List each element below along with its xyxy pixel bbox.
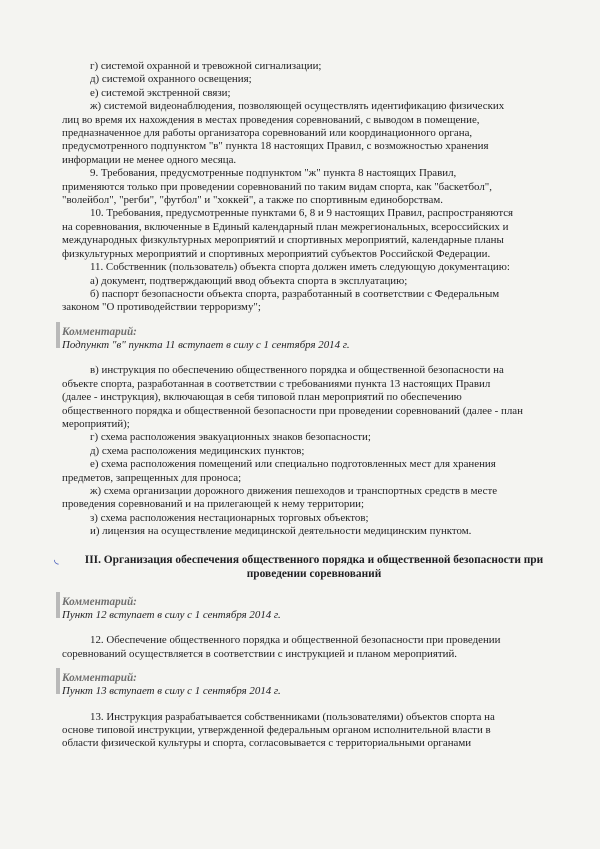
text-line: б) паспорт безопасности объекта спорта, разработанный в соответствии с Федеральным: [90, 287, 500, 300]
text-line: информации не менее одного месяца.: [62, 153, 237, 166]
paragraph-block: [62, 60, 566, 315]
text-line: г) схема расположения эвакуационных знаков безопасности;: [90, 431, 371, 444]
text-line: 9. Требования, предусмотренные подпунктом "ж" пункта 8 настоящих Правил,: [90, 167, 457, 180]
paragraph-block: [62, 364, 566, 538]
text-line: ж) системой видеонаблюдения, позволяющей осуществлять идентификацию физических: [90, 100, 505, 113]
text-line: в) инструкция по обеспечению общественного порядка и общественной безопасности на: [90, 364, 504, 377]
paragraph-block: [62, 711, 566, 751]
pen-mark-icon: ◟: [54, 551, 59, 566]
text-line: (далее - инструкция), включающая в себя типовой план мероприятий по обеспечению: [62, 391, 462, 404]
text-line: 13. Инструкция разрабатывается собственниками (пользователями) объектов спорта на: [90, 710, 495, 723]
comment-box: [58, 671, 566, 699]
comment-title: Комментарий:: [62, 595, 137, 608]
text-line: проведения соревнований и на прилегающей к нему территории;: [62, 498, 365, 511]
text-line: на соревнования, включенные в Единый календарный план межрегиональных, всероссийских и: [62, 220, 509, 233]
text-line: з) схема расположения нестационарных торговых объектов;: [90, 511, 369, 524]
text-line: соревнований осуществляется в соответствии с инструкцией и планом мероприятий.: [62, 647, 458, 660]
section-heading: [54, 551, 566, 581]
text-line: области физической культуры и спорта, согласовывается с территориальными органами: [62, 737, 472, 750]
section-heading-line: III. Организация обеспечения общественного порядка и общественной безопасности при: [84, 553, 544, 566]
comment-text: Пункт 12 вступает в силу с 1 сентября 2014 г.: [62, 608, 281, 621]
text-line: а) документ, подтверждающий ввод объекта спорта в эксплуатацию;: [90, 274, 408, 287]
text-line: 10. Требования, предусмотренные пунктами 6, 8 и 9 настоящих Правил, распространяются: [90, 207, 514, 220]
text-line: лиц во время их нахождения в местах проведения соревнований, с выводом в помещение,: [62, 113, 480, 126]
text-line: объекте спорта, разработанная в соответствии с требованиями пункта 13 настоящих Правил: [62, 377, 491, 390]
text-line: д) системой охранного освещения;: [90, 73, 252, 86]
text-line: основе типовой инструкции, утвержденной федеральным органом исполнительной власти в: [62, 724, 491, 736]
text-line: предусмотренного подпунктом "в" пункта 18 настоящих Правил, с возможностью хранения: [62, 140, 489, 153]
text-line: физкультурных мероприятий и спортивных мероприятий субъектов Российской Федерации.: [62, 247, 491, 260]
text-line: д) схема расположения медицинских пунктов;: [90, 444, 305, 457]
text-line: и) лицензия на осуществление медицинской деятельности медицинским пунктом.: [90, 525, 472, 538]
comment-title: Комментарий:: [62, 325, 137, 338]
text-line: е) схема расположения помещений или специально подготовленных мест для хранения: [90, 458, 496, 471]
comment-text: Пункт 13 вступает в силу с 1 сентября 2014 г.: [62, 685, 281, 697]
text-line: ж) схема организации дорожного движения пешеходов и транспортных средств в месте: [90, 484, 498, 497]
text-line: применяются только при проведении соревнований по таким видам спорта, как "баскетбол",: [62, 180, 492, 193]
text-line: г) системой охранной и тревожной сигнализации;: [90, 60, 322, 72]
comment-box: [58, 325, 566, 353]
text-line: "волейбол", "регби", "футбол" и "хоккей", а также по спортивным единоборствам.: [62, 194, 443, 207]
text-line: международных физкультурных мероприятий и спортивных мероприятий, календарные планы: [62, 234, 504, 247]
text-line: 12. Обеспечение общественного порядка и общественной безопасности при проведении: [90, 634, 501, 647]
comment-title: Комментарий:: [62, 672, 137, 684]
comment-text: Подпункт "в" пункта 11 вступает в силу с 1 сентября 2014 г.: [62, 338, 350, 351]
comment-box: [58, 595, 566, 623]
text-line: е) системой экстренной связи;: [90, 86, 231, 99]
text-line: общественного порядка и общественной безопасности при проведении соревнований (далее - план: [62, 404, 523, 417]
text-line: 11. Собственник (пользователь) объекта спорта должен иметь следующую документацию:: [90, 261, 510, 274]
text-line: законом "О противодействии терроризму";: [62, 301, 261, 314]
text-line: предметов, запрещенных для проноса;: [62, 471, 242, 484]
text-line: предназначенное для работы организатора соревнований или координационного органа,: [62, 127, 473, 140]
section-heading-line: проведении соревнований: [246, 567, 382, 580]
text-line: мероприятий);: [62, 417, 130, 430]
paragraph-block: [62, 634, 566, 661]
